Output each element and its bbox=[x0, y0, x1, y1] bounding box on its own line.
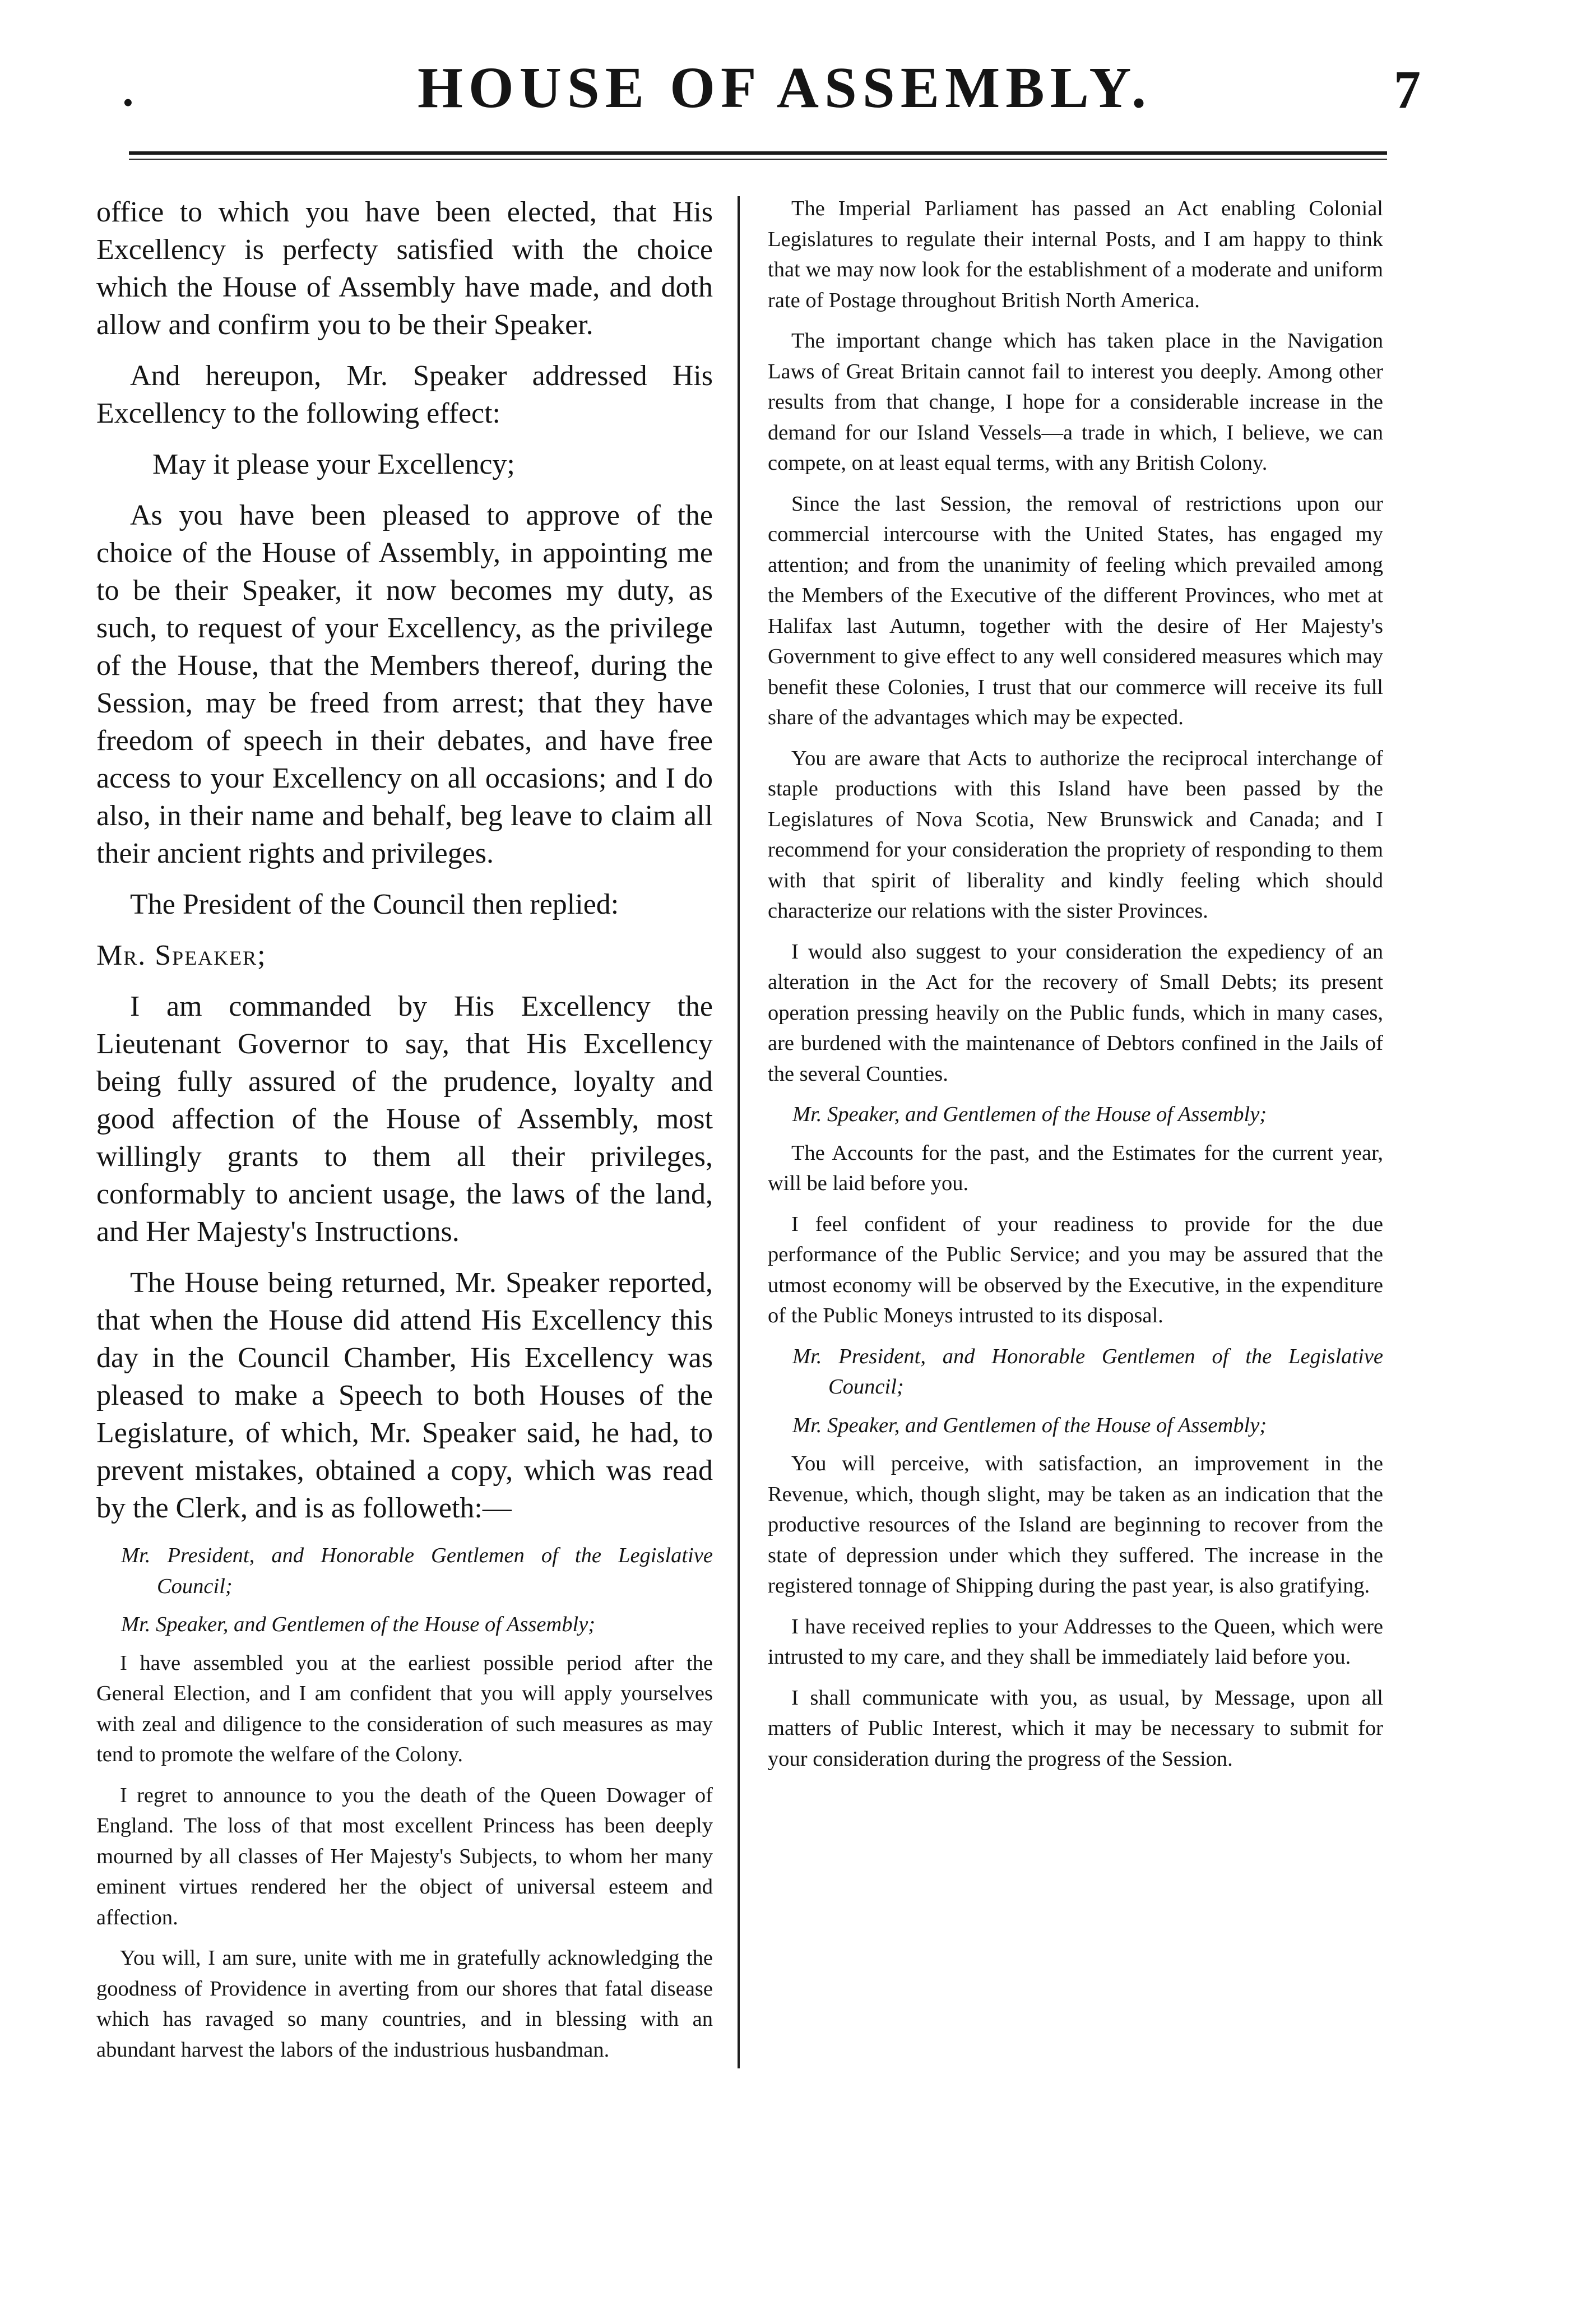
paragraph-president-replied: The President of the Council then replied: bbox=[130, 888, 619, 920]
speech-paragraph: The Accounts for the past, and the Estimates for the current year, will be laid before you. bbox=[768, 1141, 1383, 1195]
paragraph-president-reply: I am commanded by His Excellency the Lieutenant Governor to say, that His Excellency being fully assured of the prudence, loyalty and good affection of the House of Assembly, most willingly grants to them all their privileges, conformably to ancient usage, the laws of the land, and Her Majesty's Instructions. bbox=[96, 990, 713, 1248]
address-legislative-council: Mr. President, and Honorable Gentlemen of the Legislative Council; bbox=[121, 1544, 713, 1598]
salutation-speaker: Mr. Speaker; bbox=[96, 939, 267, 971]
speech-paragraph: I feel confident of your readiness to provide for the due performance of the Public Service; and you may be assured that the utmost economy will be observed by the Executive, in the expenditure of the Public Moneys intrusted to its disposal. bbox=[768, 1212, 1383, 1327]
speech-paragraph: I have assembled you at the earliest possible period after the General Election, and I am confident that you will apply yourselves with zeal and diligence to the consideration of such measures as may tend to promote the welfare of the Colony. bbox=[96, 1651, 713, 1766]
paragraph-speaker-request: As you have been pleased to approve of the choice of the House of Assembly, in appointing me to be their Speaker, it now becomes my duty, as such, to request of your Excellency, as the privilege of the House, that the Members thereof, during the Session, may be freed from arrest; that they have freedom of speech in their debates, and have free access to your Excellency on all occasions; and I do also, in their name and behalf, beg leave to claim all their ancient rights and privileges. bbox=[96, 499, 713, 869]
speech-paragraph: You are aware that Acts to authorize the reciprocal interchange of staple productions with this Island have been passed by the Legislatures of Nova Scotia, New Brunswick and Canada; and I recommend for your consideration the propriety of responding to them with that spirit of liberality and kindly feeling which should characterize our relations with the sister Provinces. bbox=[768, 746, 1383, 923]
speech-paragraph: I have received replies to your Addresses to the Queen, which were intrusted to my care, and they shall be immediately laid before you. bbox=[768, 1614, 1383, 1669]
speech-paragraph: You will perceive, with satisfaction, an improvement in the Revenue, which, though slight, may be taken as an indication that the productive resources of the Island are beginning to recover from the state of depression under which they suffered. The increase in the registered tonnage of Shipping during the past year, is also gratifying. bbox=[768, 1452, 1383, 1598]
paragraph-house-returned: The House being returned, Mr. Speaker reported, that when the House did attend His Excellency this day in the Council Chamber, His Excellency was pleased to make a Speech to both Houses of the Legislature, of which, Mr. Speaker said, he had, to prevent mistakes, obtained a copy, which was read by the Clerk, and is as followeth:— bbox=[96, 1267, 713, 1524]
proceedings-text bbox=[96, 193, 713, 1527]
address-legislative-council: Mr. President, and Honorable Gentlemen of the Legislative Council; bbox=[792, 1344, 1383, 1399]
speech-paragraph: The Imperial Parliament has passed an Act enabling Colonial Legislatures to regulate their internal Posts, and I am happy to think that we may now look for the establishment of a moderate and uniform rate of Postage throughout British North America. bbox=[768, 197, 1383, 312]
speech-paragraph: I would also suggest to your consideration the expediency of an alteration in the Act for the recovery of Small Debts; its present operation pressing heavily on the Public funds, which in many cases, are burdened with the maintenance of Debtors confined in the Jails of the several Counties. bbox=[768, 939, 1383, 1086]
speech-paragraph: The important change which has taken place in the Navigation Laws of Great Britain cannot fail to interest you deeply. Among other results from that change, I hope for a considerable increase in the demand for our Island Vessels—a trade in which, I believe, we can compete, on at least equal terms, with any British Colony. bbox=[768, 329, 1383, 475]
paragraph-continuation: office to which you have been elected, that His Excellency is perfecty satisfied with the choice which the House of Assembly have made, and doth allow and confirm you to be their Speaker. bbox=[96, 196, 713, 341]
running-head: HOUSE OF ASSEMBLY. bbox=[418, 55, 1152, 120]
right-column bbox=[768, 193, 1383, 1784]
page-number: 7 bbox=[1394, 59, 1421, 119]
header-rule bbox=[129, 151, 1387, 155]
column-divider bbox=[738, 196, 740, 2068]
header-rule-thin bbox=[129, 159, 1387, 160]
address-house-of-assembly: Mr. Speaker, and Gentlemen of the House of Assembly; bbox=[792, 1413, 1267, 1437]
speech-paragraph: Since the last Session, the removal of restrictions upon our commercial intercourse with the United States, has engaged my attention; and from the unanimity of feeling which prevailed among the Members of the Executive of the different Provinces, who met at Halifax last Autumn, together with the desire of Her Majesty's Government to give effect to any well considered measures which may benefit these Colonies, I trust that our commerce will receive its full share of the advantages which may be expected. bbox=[768, 492, 1383, 729]
speech-text-left bbox=[96, 1540, 713, 2065]
speech-paragraph: I regret to announce to you the death of the Queen Dowager of England. The loss of that most excellent Princess has been deeply mourned by all classes of Her Majesty's Subjects, to whom her many eminent virtues rendered her the object of universal esteem and affection. bbox=[96, 1783, 713, 1929]
left-column bbox=[96, 193, 713, 2075]
header-ornament: • bbox=[123, 88, 133, 118]
address-house-of-assembly: Mr. Speaker, and Gentlemen of the House of Assembly; bbox=[792, 1103, 1267, 1126]
salutation-excellency: May it please your Excellency; bbox=[152, 448, 515, 480]
address-house-of-assembly: Mr. Speaker, and Gentlemen of the House of Assembly; bbox=[121, 1613, 596, 1636]
speech-paragraph: You will, I am sure, unite with me in gratefully acknowledging the goodness of Providence in averting from our shores that fatal disease which has ravaged so many countries, and in blessing with an abundant harvest the labors of the industrious husbandman. bbox=[96, 1946, 713, 2062]
paragraph-speaker-address: And hereupon, Mr. Speaker addressed His Excellency to the following effect: bbox=[96, 360, 713, 429]
speech-paragraph: I shall communicate with you, as usual, by Message, upon all matters of Public Interest, which it may be necessary to submit for your consideration during the progress of the Session. bbox=[768, 1686, 1383, 1771]
